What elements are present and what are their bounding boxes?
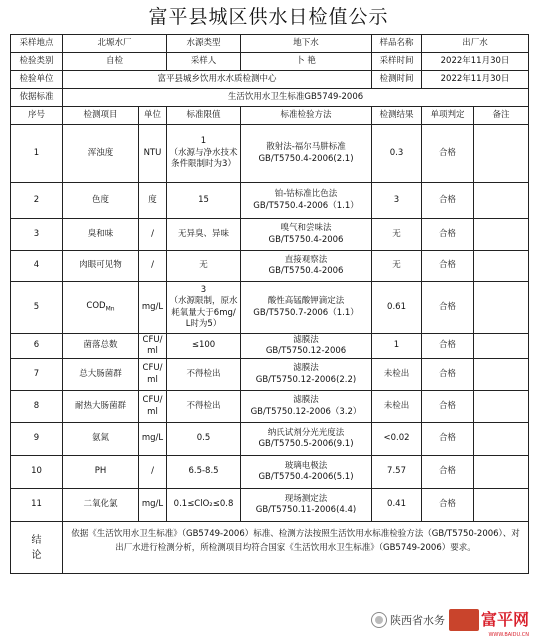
cell-method: 酸性高锰酸钾滴定法 GB/T5750.7-2006（1.1） <box>241 282 372 334</box>
cell-method: 嗅气和尝味法 GB/T5750.4-2006 <box>241 219 372 251</box>
cell-item: 二氧化氯 <box>63 489 139 522</box>
conclusion-row <box>11 522 529 574</box>
table-row <box>11 251 529 282</box>
cell-judge: 合格 <box>422 125 474 183</box>
cell-note <box>474 423 529 456</box>
test-time-value: 2022年11月30日 <box>422 71 529 89</box>
cell-method: 玻璃电极法 GB/T5750.4-2006(5.1) <box>241 456 372 489</box>
header-method: 标准检验方法 <box>241 107 372 125</box>
cell-judge: 合格 <box>422 334 474 359</box>
cell-unit: mg/L <box>139 282 167 334</box>
cell-no: 6 <box>11 334 63 359</box>
sampler-label: 采样人 <box>167 53 241 71</box>
cell-note <box>474 219 529 251</box>
header-item: 检测项目 <box>63 107 139 125</box>
cell-method: 滤膜法 GB/T5750.12-2006 <box>241 334 372 359</box>
cell-result: 未检出 <box>372 391 422 423</box>
header-limit: 标准限值 <box>167 107 241 125</box>
cell-item-sub: Mn <box>105 305 115 313</box>
cell-result: 7.57 <box>372 456 422 489</box>
cell-unit: 度 <box>139 183 167 219</box>
info-row-1 <box>11 35 529 53</box>
cell-no: 3 <box>11 219 63 251</box>
watermark <box>371 607 529 633</box>
cell-no: 11 <box>11 489 63 522</box>
cell-method: 滤膜法 GB/T5750.12-2006（3.2） <box>241 391 372 423</box>
cell-result: 未检出 <box>372 359 422 391</box>
sampler-value: 卜 艳 <box>241 53 372 71</box>
cell-method: 直接观察法 GB/T5750.4-2006 <box>241 251 372 282</box>
cell-judge: 合格 <box>422 219 474 251</box>
cell-no: 4 <box>11 251 63 282</box>
cell-item: PH <box>63 456 139 489</box>
cell-item: 臭和味 <box>63 219 139 251</box>
cell-item <box>63 282 139 334</box>
header-note: 备注 <box>474 107 529 125</box>
cell-no: 8 <box>11 391 63 423</box>
test-unit-value: 富平县城乡饮用水水质检测中心 <box>63 71 372 89</box>
cell-limit: 6.5-8.5 <box>167 456 241 489</box>
cell-item: 菌落总数 <box>63 334 139 359</box>
conclusion-text: 依据《生活饮用水卫生标准》（GB5749-2006）标准、检测方法按照生活饮用水标准检验方法（GB/T5750-2006）、对出厂水进行检测分析，所检测项目均符合国家《生活饮用水卫生标准》（GB5749-2006）要求。 <box>63 522 529 574</box>
sampling-time-value: 2022年11月30日 <box>422 53 529 71</box>
cell-limit: 1 （水源与净水技术条件限制时为3） <box>167 125 241 183</box>
table-row <box>11 489 529 522</box>
gate-logo-icon <box>449 609 479 631</box>
cell-limit: 3 （水源限制，原水耗氧量大于6mg/L时为5） <box>167 282 241 334</box>
cell-unit: / <box>139 456 167 489</box>
table-row <box>11 282 529 334</box>
test-type-value: 自检 <box>63 53 167 71</box>
cell-result: 0.61 <box>372 282 422 334</box>
cell-limit: 15 <box>167 183 241 219</box>
cell-item: 耐热大肠菌群 <box>63 391 139 423</box>
sample-name-value: 出厂水 <box>422 35 529 53</box>
cell-note <box>474 251 529 282</box>
cell-judge: 合格 <box>422 391 474 423</box>
sample-name-label: 样品名称 <box>372 35 422 53</box>
info-row-2 <box>11 53 529 71</box>
wechat-icon <box>371 612 387 628</box>
cell-item: 总大肠菌群 <box>63 359 139 391</box>
table-row <box>11 334 529 359</box>
cell-judge: 合格 <box>422 423 474 456</box>
cell-judge: 合格 <box>422 282 474 334</box>
cell-limit: 无 <box>167 251 241 282</box>
standard-value: 生活饮用水卫生标准GB5749-2006 <box>63 89 529 107</box>
info-row-3 <box>11 71 529 89</box>
cell-limit: 0.1≤ClO₂≤0.8 <box>167 489 241 522</box>
cell-item: 氨氮 <box>63 423 139 456</box>
sampling-site-label: 采样地点 <box>11 35 63 53</box>
cell-no: 1 <box>11 125 63 183</box>
cell-judge: 合格 <box>422 251 474 282</box>
cell-unit: NTU <box>139 125 167 183</box>
table-row <box>11 423 529 456</box>
cell-note <box>474 183 529 219</box>
table-row <box>11 183 529 219</box>
page-title: 富平县城区供水日检值公示 <box>148 6 389 28</box>
table-row <box>11 391 529 423</box>
table-row <box>11 125 529 183</box>
cell-unit: CFU/ml <box>139 334 167 359</box>
cell-item: 色度 <box>63 183 139 219</box>
water-type-label: 水源类型 <box>167 35 241 53</box>
sampling-site-value: 北塬水厂 <box>63 35 167 53</box>
cell-note <box>474 489 529 522</box>
cell-item: 浑浊度 <box>63 125 139 183</box>
cell-method: 现场测定法 GB/T5750.11-2006(4.4) <box>241 489 372 522</box>
cell-note <box>474 456 529 489</box>
cell-unit: / <box>139 251 167 282</box>
standard-label: 依据标准 <box>11 89 63 107</box>
cell-judge: 合格 <box>422 456 474 489</box>
cell-note <box>474 125 529 183</box>
cell-limit: 0.5 <box>167 423 241 456</box>
header-result: 检测结果 <box>372 107 422 125</box>
header-judge: 单项判定 <box>422 107 474 125</box>
cell-method: 铂-钴标准比色法 GB/T5750.4-2006（1.1） <box>241 183 372 219</box>
cell-note <box>474 391 529 423</box>
cell-note <box>474 334 529 359</box>
cell-method: 纳氏试剂分光光度法 GB/T5750.5-2006(9.1) <box>241 423 372 456</box>
cell-no: 7 <box>11 359 63 391</box>
cell-result: 0.3 <box>372 125 422 183</box>
cell-item: 肉眼可见物 <box>63 251 139 282</box>
cell-method: 散射法-福尔马肼标准 GB/T5750.4-2006(2.1) <box>241 125 372 183</box>
water-quality-table <box>10 34 529 574</box>
watermark-text: 陕西省水务 <box>389 614 445 627</box>
cell-item-main: COD <box>86 301 106 312</box>
table-row <box>11 219 529 251</box>
info-row-4 <box>11 89 529 107</box>
cell-result: <0.02 <box>372 423 422 456</box>
cell-unit: mg/L <box>139 489 167 522</box>
sampling-time-label: 采样时间 <box>372 53 422 71</box>
cell-limit: ≤100 <box>167 334 241 359</box>
cell-unit: / <box>139 219 167 251</box>
cell-unit: mg/L <box>139 423 167 456</box>
test-unit-label: 检验单位 <box>11 71 63 89</box>
cell-no: 9 <box>11 423 63 456</box>
cell-result: 无 <box>372 251 422 282</box>
table-row <box>11 359 529 391</box>
table-row <box>11 456 529 489</box>
cell-method: 滤膜法 GB/T5750.12-2006(2.2) <box>241 359 372 391</box>
test-time-label: 检测时间 <box>372 71 422 89</box>
conclusion-label: 结 论 <box>11 522 63 574</box>
water-type-value: 地下水 <box>241 35 372 53</box>
cell-result: 0.41 <box>372 489 422 522</box>
cell-limit: 不得检出 <box>167 391 241 423</box>
cell-judge: 合格 <box>422 359 474 391</box>
cell-no: 5 <box>11 282 63 334</box>
cell-unit: CFU/ml <box>139 359 167 391</box>
cell-result: 无 <box>372 219 422 251</box>
cell-result: 3 <box>372 183 422 219</box>
table-header-row <box>11 107 529 125</box>
cell-no: 10 <box>11 456 63 489</box>
cell-judge: 合格 <box>422 489 474 522</box>
cell-result: 1 <box>372 334 422 359</box>
cell-judge: 合格 <box>422 183 474 219</box>
header-no: 序号 <box>11 107 63 125</box>
cell-no: 2 <box>11 183 63 219</box>
watermark-logo: 富平网 <box>480 610 529 629</box>
header-unit: 单位 <box>139 107 167 125</box>
cell-unit: CFU/ml <box>139 391 167 423</box>
cell-note <box>474 282 529 334</box>
cell-limit: 不得检出 <box>167 359 241 391</box>
test-type-label: 检验类别 <box>11 53 63 71</box>
cell-limit: 无异臭、异味 <box>167 219 241 251</box>
watermark-url: WWW.BAIDU.CN <box>488 632 529 638</box>
cell-note <box>474 359 529 391</box>
